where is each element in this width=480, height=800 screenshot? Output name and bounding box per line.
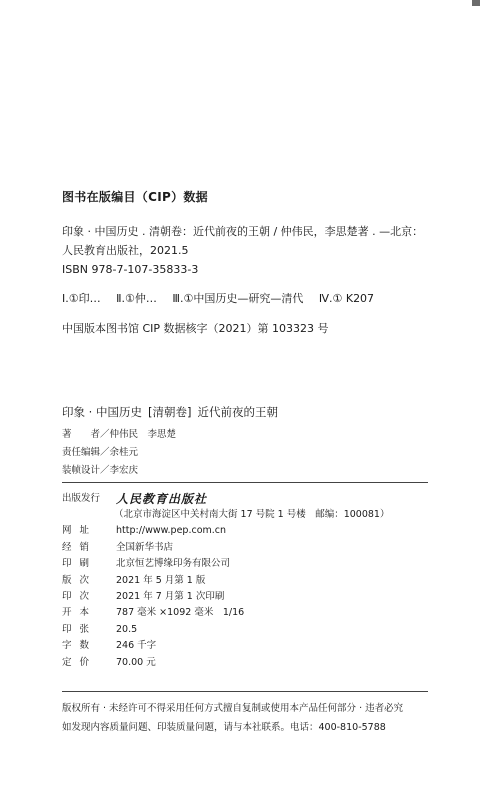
pub-value: 20.5	[116, 623, 138, 635]
divider-bottom	[62, 691, 428, 692]
footer-notice	[62, 699, 428, 737]
pub-row	[62, 622, 428, 638]
classification-item: Ⅲ.①中国历史—研究—清代	[172, 292, 304, 305]
credit-row	[62, 444, 428, 462]
cip-heading: 图书在版编目（CIP）数据	[62, 190, 208, 204]
pub-key: 经销	[62, 541, 98, 553]
pub-key: 版次	[62, 574, 98, 586]
classification-line	[62, 290, 428, 306]
publication-info	[62, 491, 428, 671]
pub-value: 北京恒艺博缘印务有限公司	[116, 558, 231, 570]
book-subtitle: 近代前夜的王朝	[197, 405, 278, 419]
pub-row	[62, 523, 428, 539]
publisher-logo: 人民教育出版社	[116, 492, 208, 506]
pub-key: 印张	[62, 623, 98, 635]
pub-value: 246 千字	[116, 640, 157, 652]
pub-key: 印次	[62, 590, 98, 602]
pub-value: 2021 年 5 月第 1 版	[116, 574, 206, 586]
isbn: ISBN 978-7-107-35833-3	[62, 263, 199, 276]
credit-row	[62, 462, 428, 480]
cip-line-2: 人民教育出版社，2021.5	[62, 244, 189, 257]
pub-value: 全国新华书店	[116, 541, 174, 553]
classification-item: Ⅳ.① K207	[318, 292, 375, 305]
credit-key: 责任编辑	[62, 447, 101, 458]
classification-item: Ⅱ.①仲…	[116, 292, 157, 305]
page-corner-mark	[472, 0, 480, 6]
pub-row	[62, 638, 428, 654]
classification-item: Ⅰ.①印…	[62, 292, 101, 305]
credit-value: ／李宏庆	[100, 465, 139, 476]
pub-key: 网址	[62, 525, 98, 537]
credit-row	[62, 426, 428, 444]
pub-row	[62, 589, 428, 605]
credit-value: ／余桂元	[100, 447, 139, 458]
pub-value: http://www.pep.com.cn	[116, 525, 227, 537]
credit-key: 装帧设计	[62, 465, 101, 476]
pub-key: 开本	[62, 607, 98, 619]
pub-key: 印刷	[62, 558, 98, 570]
pub-key: 定价	[62, 656, 98, 668]
rights-notice: 版权所有 · 未经许可不得采用任何方式擅自复制或使用本产品任何部分 · 违者必究	[62, 703, 404, 714]
credit-value: ／仲伟民 李思楚	[100, 429, 177, 440]
publisher-label: 出版发行	[62, 493, 101, 504]
pub-row	[62, 573, 428, 589]
pub-row	[62, 605, 428, 621]
publisher-row	[62, 491, 428, 507]
pub-row	[62, 556, 428, 572]
quality-notice: 如发现内容质量问题、印装质量问题，请与本社联系。电话：400-810-5788	[62, 722, 386, 733]
book-info	[62, 404, 428, 480]
book-edition: [清朝卷]	[147, 405, 192, 419]
publisher-address: （北京市海淀区中关村南大街 17 号院 1 号楼 邮编：100081）	[114, 509, 390, 521]
pub-row	[62, 540, 428, 556]
pub-row	[62, 655, 428, 671]
book-title	[62, 404, 428, 420]
pub-value: 70.00 元	[116, 656, 156, 668]
divider-top	[62, 482, 428, 483]
book-series: 印象 · 中国历史	[62, 405, 142, 419]
credit-key: 著 者	[62, 429, 101, 440]
pub-key: 字数	[62, 640, 98, 652]
cip-record-number: 中国版本图书馆 CIP 数据核字（2021）第 103323 号	[62, 322, 329, 335]
cip-line-1: 印象 · 中国历史 . 清朝卷：近代前夜的王朝 / 仲伟民，李思楚著 . —北京：	[62, 225, 424, 238]
pub-value: 787 毫米 ×1092 毫米 1/16	[116, 607, 245, 619]
pub-value: 2021 年 7 月第 1 次印刷	[116, 590, 225, 602]
cip-record	[62, 222, 428, 279]
